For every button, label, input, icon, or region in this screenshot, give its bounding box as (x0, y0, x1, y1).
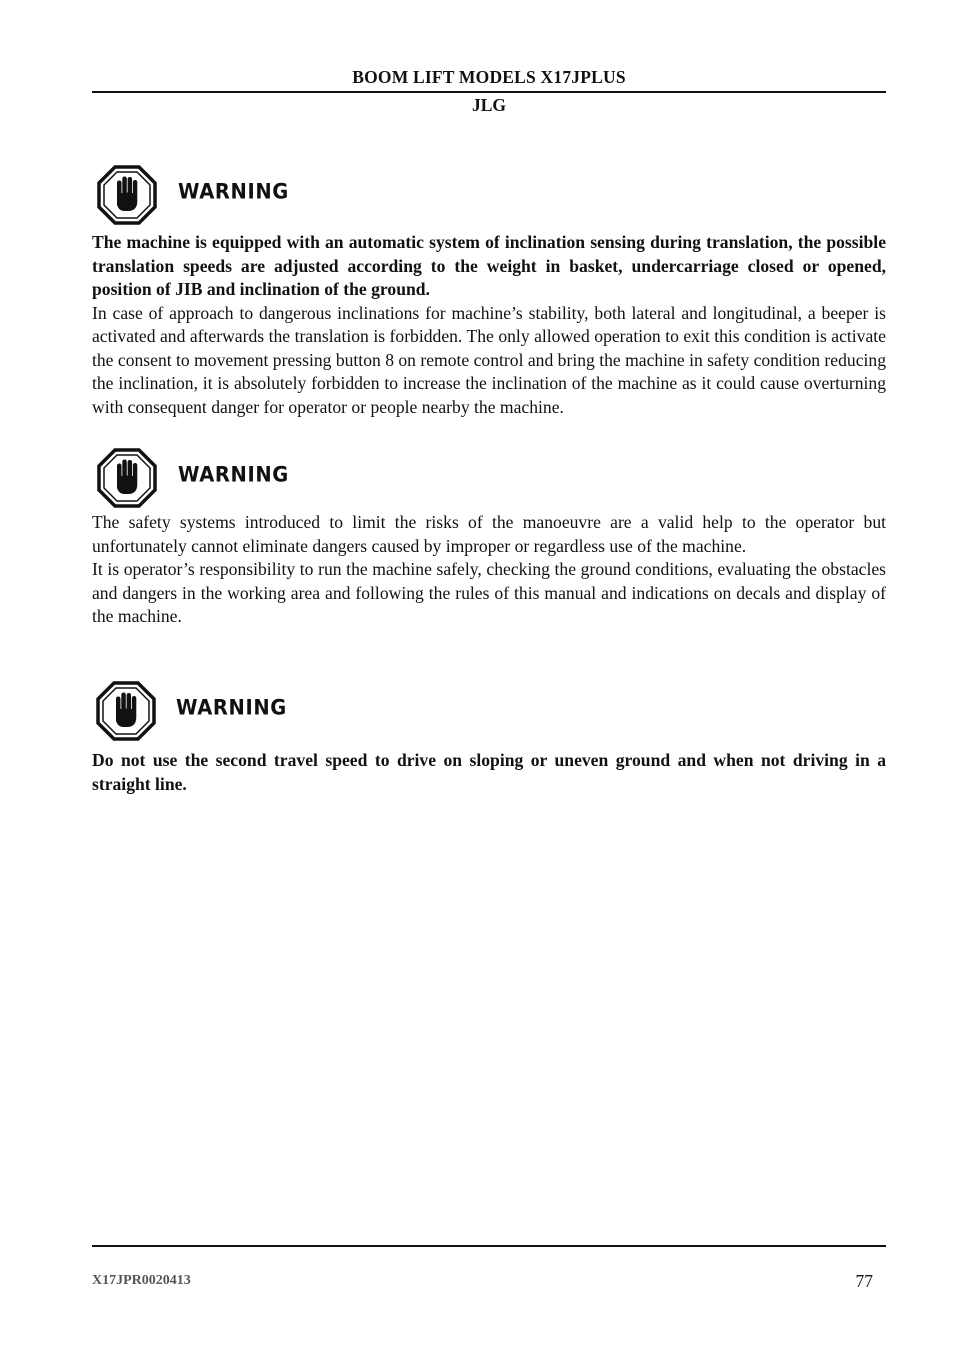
header-divider (92, 91, 886, 93)
warning-block-3 (92, 681, 886, 796)
page-number: 77 (855, 1271, 873, 1291)
warning-paragraph: Do not use the second travel speed to drive on sloping or uneven ground and when not driving in a straight line. (92, 750, 886, 794)
document-code: X17JPR0020413 (92, 1273, 191, 1288)
footer-divider (92, 1245, 886, 1247)
warning-label: WARNING (178, 462, 289, 487)
warning-paragraph: The safety systems introduced to limit the risks of the manoeuvre are a valid help to the operator but unfortunately cannot eliminate dangers caused by improper or regardless use of the machine. (92, 512, 886, 556)
document-header-title: BOOM LIFT MODELS X17JPLUS (352, 67, 626, 87)
warning-paragraph: The machine is equipped with an automatic system of inclination sensing during translation, the possible translation speeds are adjusted according to the weight in basket, undercarriage closed or opened, position of JIB and inclination of the ground. (92, 232, 886, 299)
stop-hand-icon (97, 165, 157, 225)
warning-header (92, 681, 886, 741)
warning-paragraph: It is operator’s responsibility to run the machine safely, checking the ground conditions, evaluating the obstacles and dangers in the working area and following the rules of this manual and indications on decals and display of the machine. (92, 559, 886, 626)
warning-label: WARNING (178, 179, 289, 204)
warning-block-2 (92, 448, 886, 629)
document-header-brand: JLG (471, 95, 507, 115)
stop-hand-icon (96, 681, 156, 741)
warning-header (92, 448, 886, 508)
stop-hand-icon (97, 448, 157, 508)
warning-block-1 (92, 165, 886, 419)
warning-label: WARNING (176, 695, 287, 720)
warning-paragraph: In case of approach to dangerous inclinations for machine’s stability, both lateral and longitudinal, a beeper is activated and afterwards the translation is forbidden. The only allowed operation to exit this condition is activate the consent to movement pressing button 8 on remote control and bring the machine in safety condition reducing the inclination, it is absolutely forbidden to increase the inclination of the machine as it could cause overturning with consequent danger for operator or people nearby the machine. (92, 302, 886, 417)
warning-header (92, 165, 886, 225)
